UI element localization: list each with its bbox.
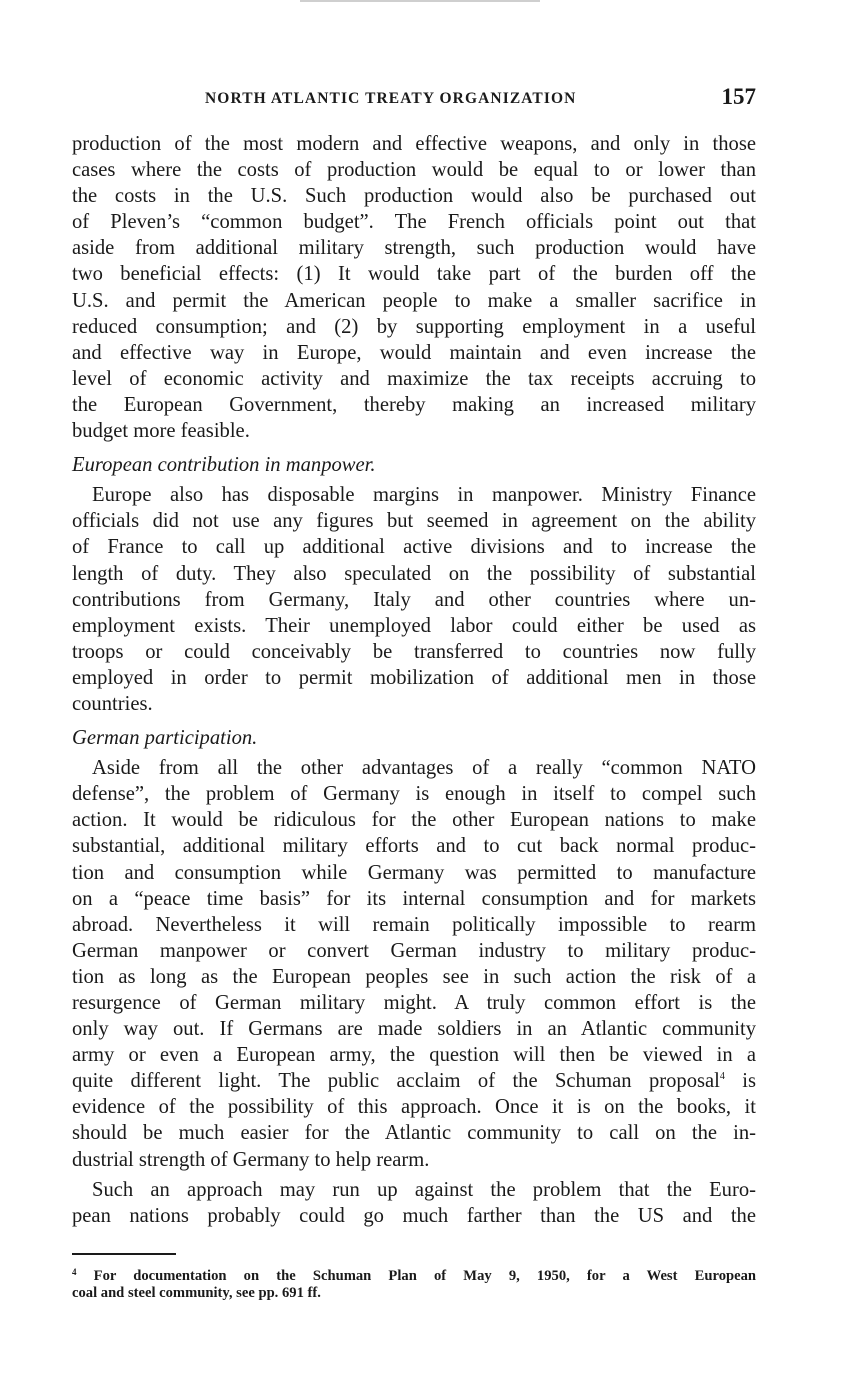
text-line: tion as long as the European peoples see in such action the risk of a [72,965,756,988]
text-line: U.S. and permit the American people to make a smaller sacrifice in [72,289,756,312]
footnote-divider [72,1253,176,1255]
text-line: substantial, additional military efforts and to cut back normal produc- [72,835,756,858]
paragraph-german-participation [72,755,756,1173]
text-line: defense”, the problem of Germany is enough in itself to compel such [72,783,756,806]
text-line: the European Government, thereby making an increased military [72,393,756,416]
scan-edge-mark [300,0,540,2]
text-line: of Pleven’s “common budget”. The French officials point out that [72,211,756,234]
text-line: evidence of the possibility of this approach. Once it is on the books, it [72,1096,756,1119]
text-fragment: quite different light. The public acclaim of the Schuman proposal [72,1070,720,1093]
text-fragment: is [724,1070,756,1093]
footnote-marker: 4 [72,1267,77,1277]
text-line: Aside from all the other advantages of a really “common NATO [92,757,756,780]
text-line: dustrial strength of Germany to help rearm. [72,1148,430,1171]
text-line: only way out. If Germans are made soldiers in an Atlantic community [72,1018,756,1041]
footnote-text: For documentation on the Schuman Plan of May 9, 1950, for a West European [93,1268,756,1284]
text-line: abroad. Nevertheless it will remain politically impossible to rearm [72,913,756,936]
text-line: level of economic activity and maximize the tax receipts accruing to [72,367,756,390]
text-line: employed in order to permit mobilization of additional men in those [72,666,756,689]
text-line-with-footnote-ref [72,1068,756,1094]
text-line: German manpower or convert German industry to military produc- [72,939,756,962]
section-heading-german-participation: German participation. [72,727,258,750]
text-line: pean nations probably could go much farther than the US and the [72,1204,756,1227]
text-line: should be much easier for the Atlantic community to call on the in- [72,1122,756,1145]
page-body [72,131,756,1229]
text-line: countries. [72,692,153,715]
text-line: resurgence of German military might. A truly common effort is the [72,992,756,1014]
footnote-reference[interactable]: 4 [719,1071,725,1083]
text-line: action. It would be ridiculous for the other European nations to make [72,809,756,832]
page-header [70,84,756,114]
text-line: employment exists. Their unemployed labor could either be used as [72,614,756,637]
paragraph-final [72,1177,756,1229]
running-head: NORTH ATLANTIC TREATY ORGANIZATION [205,90,577,107]
text-line: reduced consumption; and (2) by supporting employment in a useful [72,315,756,338]
text-line: and effective way in Europe, would maintain and even increase the [72,341,756,364]
text-line: length of duty. They also speculated on the possibility of substantial [72,562,756,585]
paragraph-weapons-production [72,131,756,444]
footnote-line [72,1268,756,1285]
section-heading-manpower: European contribution in manpower. [72,454,376,477]
text-line: budget more feasible. [72,420,250,443]
text-line: contributions from Germany, Italy and other countries where un- [72,588,756,611]
text-line: production of the most modern and effective weapons, and only in those [72,133,756,155]
text-line: cases where the costs of production would be equal to or lower than [72,159,756,182]
paragraph-manpower [72,482,756,717]
page-number: 157 [721,84,756,109]
text-line: of France to call up additional active divisions and to increase the [72,536,756,559]
footnote-line: coal and steel community, see pp. 691 ff. [72,1285,321,1301]
text-line: troops or could conceivably be transferred to countries now fully [72,640,756,663]
text-line: army or even a European army, the question will then be viewed in a [72,1044,756,1067]
text-line: aside from additional military strength, such production would have [72,237,756,260]
footnote [72,1268,756,1302]
text-line: officials did not use any figures but seemed in agreement on the ability [72,510,756,533]
text-line: on a “peace time basis” for its internal consumption and for markets [72,887,756,910]
text-line: Europe also has disposable margins in manpower. Ministry Finance [92,484,756,507]
text-line: two beneficial effects: (1) It would take part of the burden off the [72,263,756,286]
text-line: tion and consumption while Germany was permitted to manufacture [72,861,756,884]
text-line: Such an approach may run up against the problem that the Euro- [92,1178,756,1201]
text-line: the costs in the U.S. Such production would also be purchased out [72,185,756,208]
